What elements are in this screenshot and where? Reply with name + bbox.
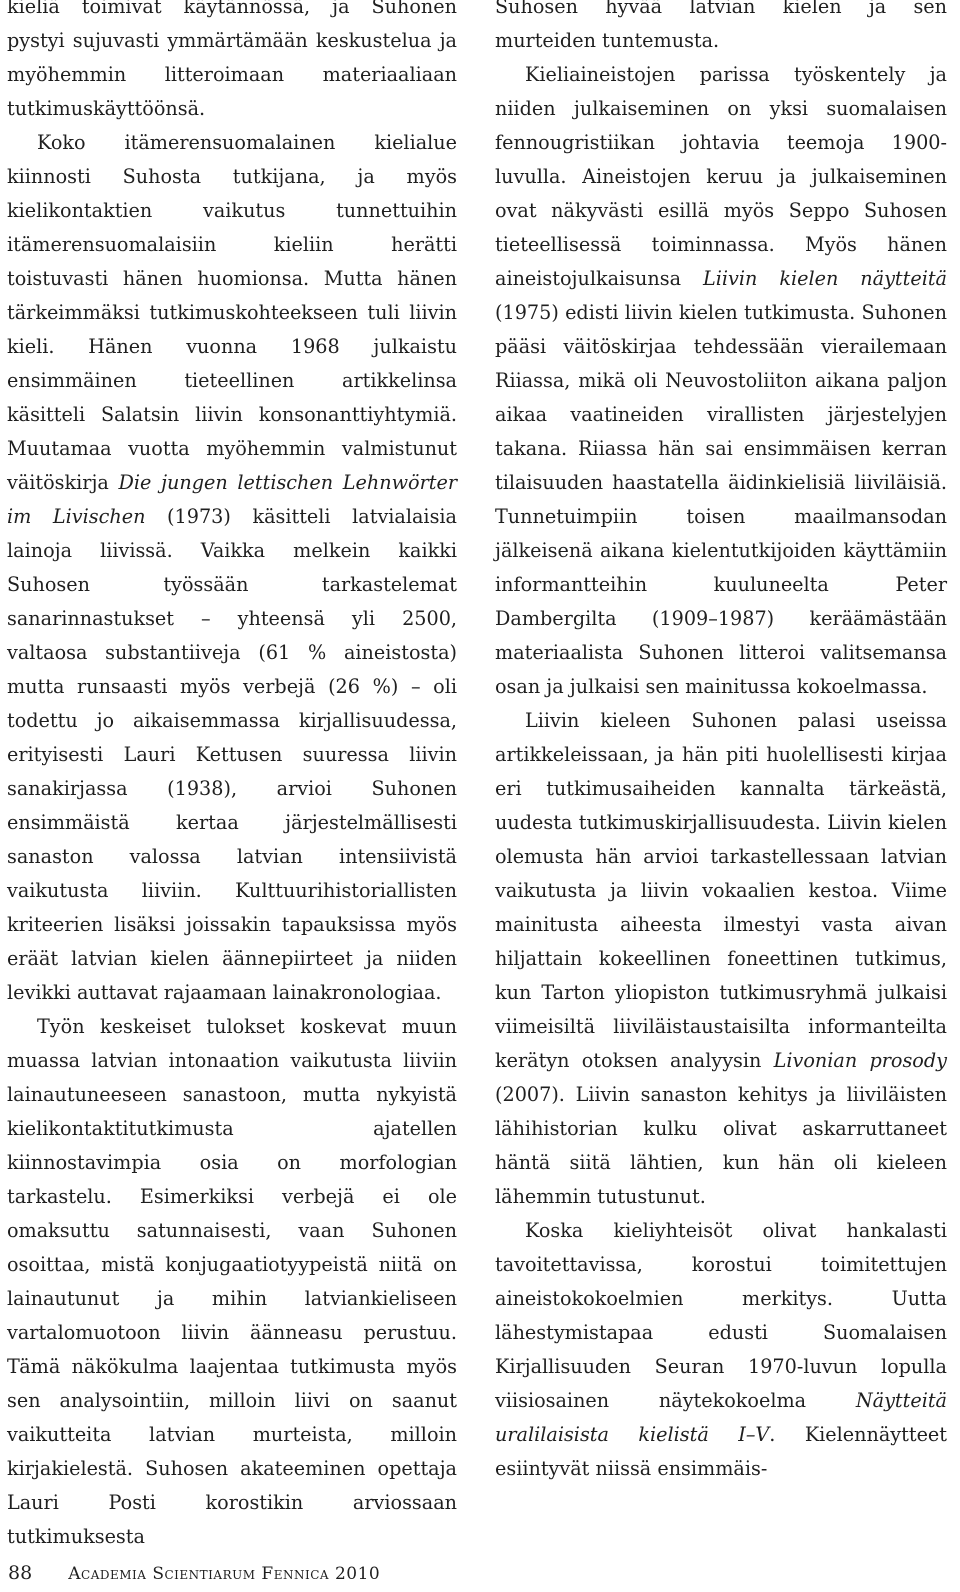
paragraph-text: Työn keskeiset tulokset koskevat muun muassa latvian intonaation vaikutusta liiviin lainautuneeseen sanastoon, mutta nykyistä kielikontaktitutkimusta ajatellen kiinnostavimpia osia on morfologian tarkastelu. Esimerkiksi verbejä ei ole omaksuttu satunnaisesti, vaan Suhonen osoittaa, mistä konjugaatiotyypeistä niitä on lainautunut ja mihin latviankieliseen vartalomuotoon liivin äänneasu perustuu. Tämä näkökulma laajentaa tutkimusta myös sen analysointiin, milloin liivi on saanut vaikutteita latvian murteista, milloin kirjakielestä. Suhosen akateeminen opettaja Lauri Posti korostikin arviossaan tutkimuksesta bbox=[7, 1015, 457, 1548]
paragraph-text: Suhosen hyvää latvian kielen ja sen murteiden tuntemusta. bbox=[495, 0, 947, 52]
paragraph bbox=[495, 704, 947, 1214]
paragraph-continued bbox=[495, 0, 947, 58]
paragraph-text: Kieliaineistojen parissa työskentely ja niiden julkaiseminen on yksi suomalaisen fennougristiikan johtavia teemoja 1900-luvulla. Aineistojen keruu ja julkaiseminen ovat näkyvästi esillä myös Seppo Suhosen tieteellisessä toiminnassa. Myös hänen aineistojulkaisunsa bbox=[495, 63, 947, 290]
paragraph-continued bbox=[7, 0, 457, 126]
paragraph bbox=[7, 1010, 457, 1554]
journal-name: Academia Scientiarum Fennica 2010 bbox=[68, 1564, 381, 1584]
paragraph-text: Koko itämerensuomalainen kielialue kiinnosti Suhosta tutkijana, ja myös kielikontaktien vaikutus tunnettuihin itämerensuomalaisiin kieliin herätti toistuvasti hänen huomionsa. Mutta hänen tärkeimmäksi tutkimuskohteekseen tuli liivin kieli. Hänen vuonna 1968 julkaistu ensimmäinen tieteellinen artikkelinsa käsitteli Salatsin liivin konsonanttiyhtymiä. Muutamaa vuotta myöhemmin valmistunut väitöskirja bbox=[7, 131, 457, 494]
right-column bbox=[495, 0, 947, 1486]
paragraph-text: (1973) käsitteli latvialaisia lainoja liivissä. Vaikka melkein kaikki Suhosen työssään tarkastelemat sanarinnastukset – yhteensä yli 2500, valtaosa substantiiveja (61 % aineistosta) mutta runsaasti myös verbejä (26 %) – oli todettu jo aikaisemmassa kirjallisuudessa, erityisesti Lauri Kettusen suuressa liivin sanakirjassa (1938), arvioi Suhonen ensimmäistä kertaa järjestelmällisesti sanaston valossa latvian intensiivistä vaikutusta liiviin. Kulttuurihistoriallisten kriteerien lisäksi joissakin tapauksissa myös eräät latvian kielen äännepiirteet ja niiden levikki auttavat rajaamaan lainakronologiaa. bbox=[7, 505, 457, 1004]
paragraph bbox=[495, 58, 947, 704]
book-title: Die jungen lettischen Lehnwörter im Livischen bbox=[7, 471, 457, 528]
paragraph-text: Koska kieliyhteisöt olivat hankalasti tavoitettavissa, korostui toimitettujen aineistokokoelmien merkitys. Uutta lähestymistapaa edusti Suomalaisen Kirjallisuuden Seuran 1970-luvun lopulla viisiosainen näytekokoelma bbox=[495, 1219, 947, 1412]
book-title: Näytteitä uralilaisista kielistä I–V bbox=[495, 1389, 947, 1446]
book-title: Liivin kielen näytteitä bbox=[703, 267, 947, 290]
page-number: 88 bbox=[8, 1562, 33, 1584]
paragraph bbox=[495, 1214, 947, 1486]
paragraph-text: . Kielennäytteet esiintyvät niissä ensimmäis- bbox=[495, 1423, 947, 1480]
book-title: Livonian prosody bbox=[773, 1049, 947, 1072]
page-footer bbox=[8, 1560, 380, 1587]
paragraph bbox=[7, 126, 457, 1010]
paragraph-text: (1975) edisti liivin kielen tutkimusta. Suhonen pääsi väitöskirjaa tehdessään vierailemaan Riiassa, mikä oli Neuvostoliiton aikana paljon aikaa vaatineiden virallisten järjestelyjen takana. Riiassa hän sai ensimmäisen kerran tilaisuuden haastatella äidinkielisiä liiviläisiä. Tunnetuimpiin toisen maailmansodan jälkeisenä aikana kielentutkijoiden käyttämiin informantteihin kuuluneelta Peter Dambergilta (1909–1987) keräämästään materiaalista Suhonen litteroi valitsemansa osan ja julkaisi sen mainitussa kokoelmassa. bbox=[495, 301, 947, 698]
paragraph-text: (2007). Liivin sanaston kehitys ja liiviläisten lähihistorian kulku olivat askarruttaneet häntä siitä lähtien, kun hän oli kieleen lähemmin tutustunut. bbox=[495, 1083, 947, 1208]
paragraph-text: Liivin kieleen Suhonen palasi useissa artikkeleissaan, ja hän piti huolellisesti kirjaa eri tutkimusaiheiden kannalta tärkeästä, uudesta tutkimuskirjallisuudesta. Liivin kielen olemusta hän arvioi tarkastellessaan latvian vaikutusta ja liivin vokaalien kestoa. Viime mainitusta aiheesta ilmestyi vasta aivan hiljattain kokeellinen foneettinen tutkimus, kun Tarton yliopiston tutkimusryhmä julkaisi viimeisiltä liiviläistaustaisilta informanteilta kerätyn otoksen analyysin bbox=[495, 709, 947, 1072]
left-column bbox=[7, 0, 457, 1554]
paragraph-text: kieliä toimivat käytännössä, ja Suhonen pystyi sujuvasti ymmärtämään keskustelua ja myöhemmin litteroimaan materiaaliaan tutkimuskäyttöönsä. bbox=[7, 0, 457, 120]
